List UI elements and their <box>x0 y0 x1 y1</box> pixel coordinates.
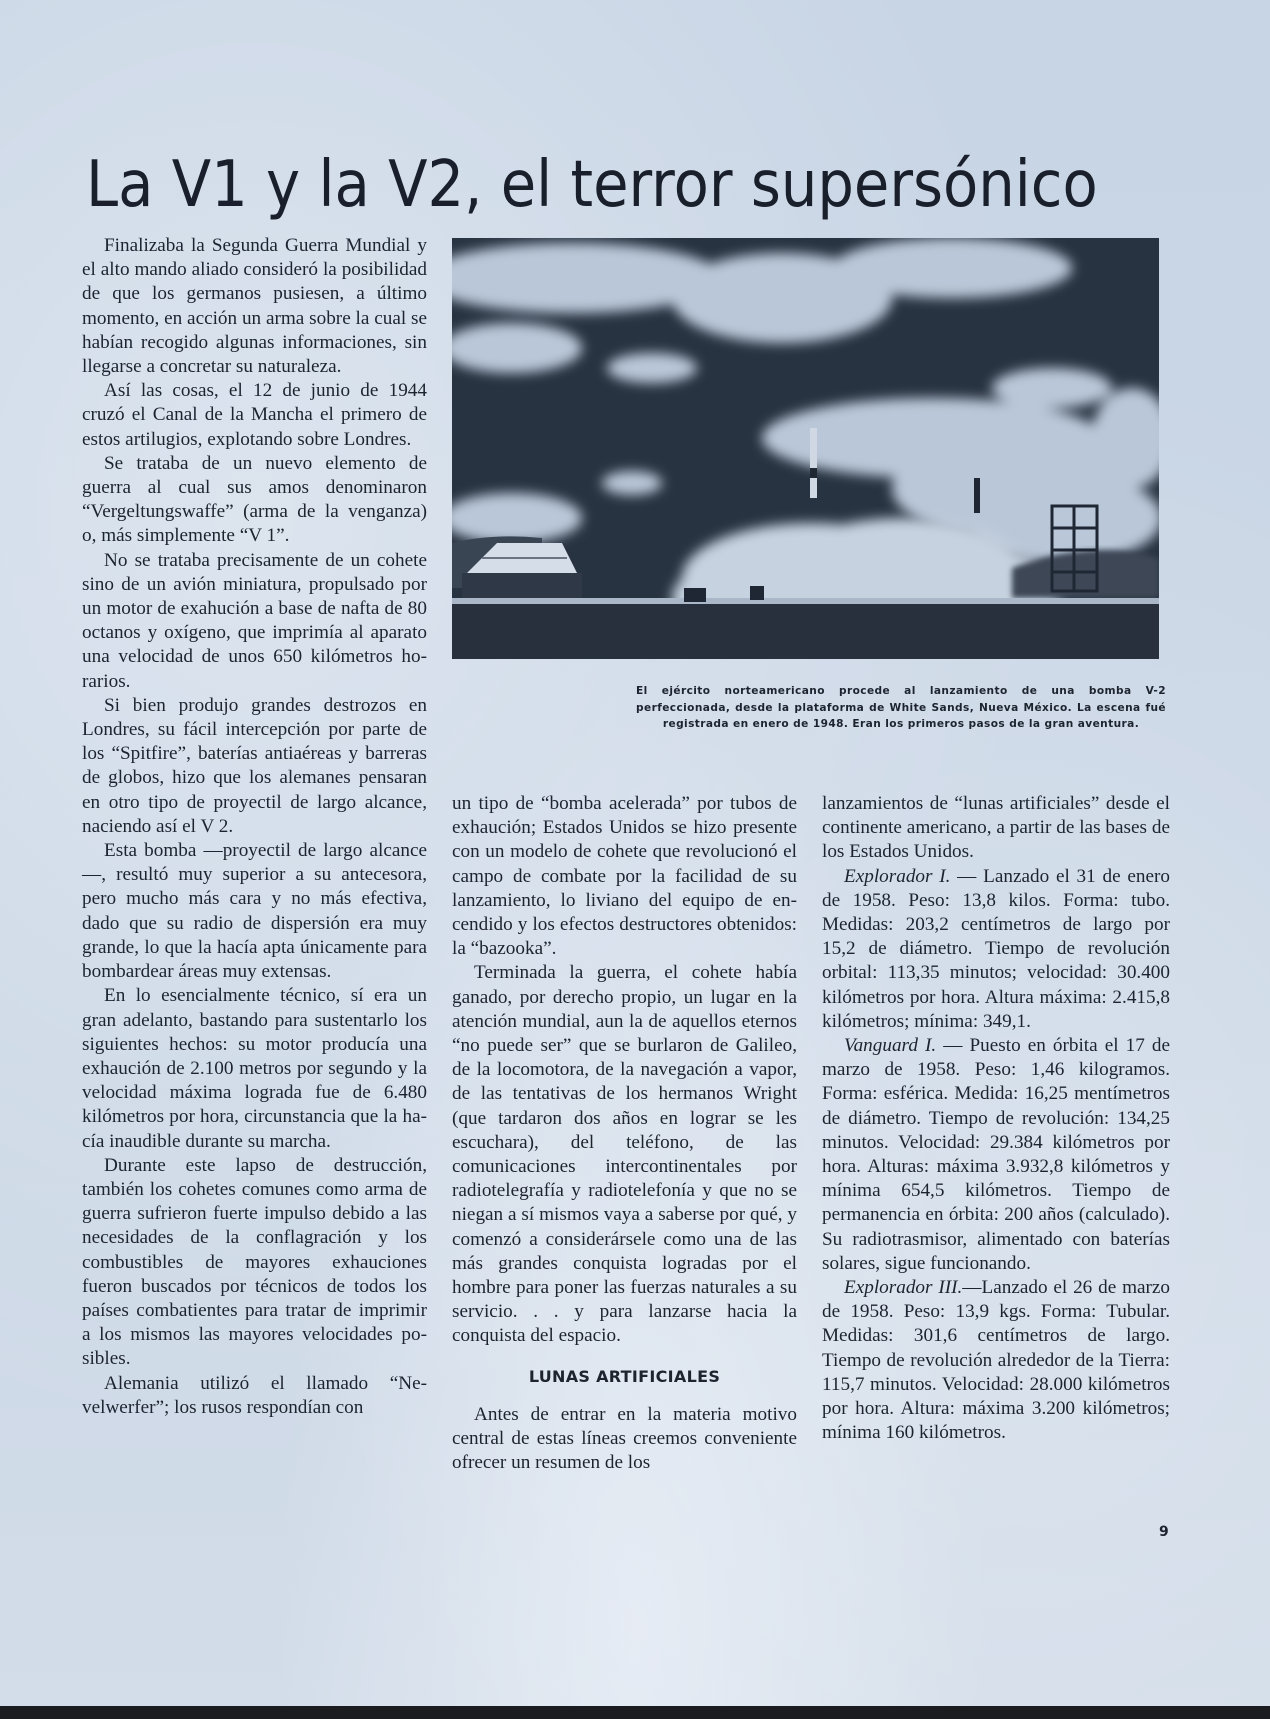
paragraph: Si bien produjo grandes destrozos en Londres, su fácil intercepción por parte de los “Spitfire”, baterías antiaéreas y barreras de globos, hizo que los alemanes pensaran en otro tipo de proyectil de largo alcance, naciendo así el V 2. <box>82 694 427 837</box>
paragraph: Durante este lapso de destrucción, también los cohetes comunes como arma de guerra sufrieron fuerte impulso debido a las necesidades de la conflagración y los combustibles de mayores exhauciones fueron buscados por técnicos de todos los países combatientes para tratar de imprimir a los mismos las mayores velocidades posibles. <box>82 1154 427 1370</box>
paragraph: Antes de entrar en la materia motivo central de estas líneas creemos conveniente ofrecer un resumen de los <box>452 1403 797 1474</box>
section-heading: LUNAS ARTIFICIALES <box>528 1366 721 1386</box>
satellite-details: — Lanzado el 31 de enero de 1958. Peso: 13,8 kilos. Forma: tubo. Medidas: 203,2 centímetros de largo por 15,2 de diámetro. Tiempo de revolución orbital: 113,35 minutos; velocidad: 30.400 kilómetros por hora. Altura máxima: 2.415,8 kilómetros; mínima: 349,1. <box>822 865 1170 1032</box>
satellite-name: Explorador I. <box>844 865 951 887</box>
paragraph: Terminada la guerra, el cohete había ganado, por derecho propio, un lugar en la atención mundial, aun la de aquellos eternos “no puede ser” que se burlaron de Galileo, de la locomotora, de la navegación a vapor, de las tentativas de los hermanos Wright (que tardaron dos años en lograr se les escuchara), del teléfono, de las comunicaciones intercontinentales por radiotelegrafía y radiotelefonía y que no se niegan a sí mismos vaya a saberse por qué, y comenzó a considerársele como una de las más grandes conquista logradas por el hombre para poner las fuerzas naturales a su servicio. . . y para lanzarse hacia la conquista del espacio. <box>452 962 797 1347</box>
paragraph: Alemania utilizó el llamado “Nevelwerfer”; los rusos respondían con <box>82 1372 427 1418</box>
satellite-name: Explorador III. <box>844 1277 963 1299</box>
satellite-entry <box>822 1276 1170 1445</box>
paragraph: Así las cosas, el 12 de junio de 1944 cruzó el Canal de la Mancha el primero de estos artilugios, explotando sobre Londres. <box>82 380 427 450</box>
article-title: La V1 y la V2, el terror supersónico <box>86 147 1098 222</box>
text-column-1 <box>82 234 427 1420</box>
satellite-entry <box>822 1034 1170 1276</box>
satellite-details: —Lanzado el 26 de marzo de 1958. Peso: 13,9 kgs. Forma: Tubular. Medidas: 301,6 centímetros de largo. Tiempo de revolución alrededor de la Tierra: 115,7 minutos. Velocidad: 28.000 kilómetros por hora. Altura: máxima 3.200 kilómetros; mínima 160 kilómetros. <box>822 1277 1171 1444</box>
text-column-3 <box>822 792 1170 1445</box>
paragraph: lanzamientos de “lunas artificiales” desde el continente americano, a partir de las bases de los Estados Unidos. <box>822 793 1170 863</box>
paragraph: Esta bomba —proyectil de largo alcance—, resultó muy superior a su antecesora, pero mucho más cara y no más efectiva, dado que su radio de dispersión era muy grande, lo que la hacía apta únicamente para bombardear áreas muy extensas. <box>82 840 427 983</box>
satellite-details: — Puesto en órbita el 17 de marzo de 1958. Peso: 1,46 kilogramos. Forma: esférica. Medida: 16,25 mentímetros de diámetro. Tiempo de revolución: 134,25 minutos. Velocidad: 29.384 kilómetros por hora. Alturas: máxima 3.932,8 kilómetros y mínima 654,5 kilómetros. Tiempo de permanencia en órbita: 200 años (calculado). Su radiotrasmisor, alimentado con baterías solares, sigue funcionando. <box>822 1035 1170 1274</box>
photo-caption: El ejército norteamericano procede al lanzamiento de una bomba V-2 perfeccionada, desde la plataforma de White Sands, Nueva México. La escena fué registrada en enero de 1948. Eran los primeros pasos de la gran aventura. <box>636 685 1166 731</box>
paragraph: No se trataba precisamente de un cohete sino de un avión miniatura, propulsado por un motor de exahución a base de nafta de 80 octanos y oxígeno, que imprimía al aparato una velocidad de unos 650 kilómetros horarios. <box>82 549 427 692</box>
paragraph: Finalizaba la Segunda Guerra Mundial y el alto mando aliado consideró la posibilidad de que los germanos pusiesen, a último momento, en acción un arma sobre la cual se habían recogido algunas informaciones, sin llegarse a concretar su naturaleza. <box>82 235 427 378</box>
page-edge-shadow <box>0 1706 1270 1719</box>
satellite-name: Vanguard I. <box>844 1035 937 1057</box>
page-number: 9 <box>1159 1524 1169 1540</box>
text-column-2 <box>452 792 797 1475</box>
photo-image <box>452 238 1159 659</box>
satellite-entry <box>822 865 1170 1034</box>
paragraph: Se trataba de un nuevo elemento de guerra al cual sus amos denominaron “Vergeltungswaffe” (arma de la venganza) o, más simplemente “V 1”. <box>82 452 427 547</box>
rocket-launch-photo <box>452 238 1159 659</box>
paragraph: En lo esencialmente técnico, sí era un gran adelanto, bastando para sustentarlo los siguientes hechos: su motor producía una exhaución de 2.100 metros por segundo y la velocidad máxima lograda fue de 6.480 kilómetros por hora, circunstancia que la hacía inaudible durante su marcha. <box>82 985 427 1152</box>
paragraph: un tipo de “bomba acelerada” por tubos de exhaución; Estados Unidos se hizo presente con un modelo de cohete que revolucionó el campo de combate por la facilidad de su lanzamiento, lo liviano del equipo de encendido y los efectos destructores obtenidos: la “bazooka”. <box>452 793 797 960</box>
